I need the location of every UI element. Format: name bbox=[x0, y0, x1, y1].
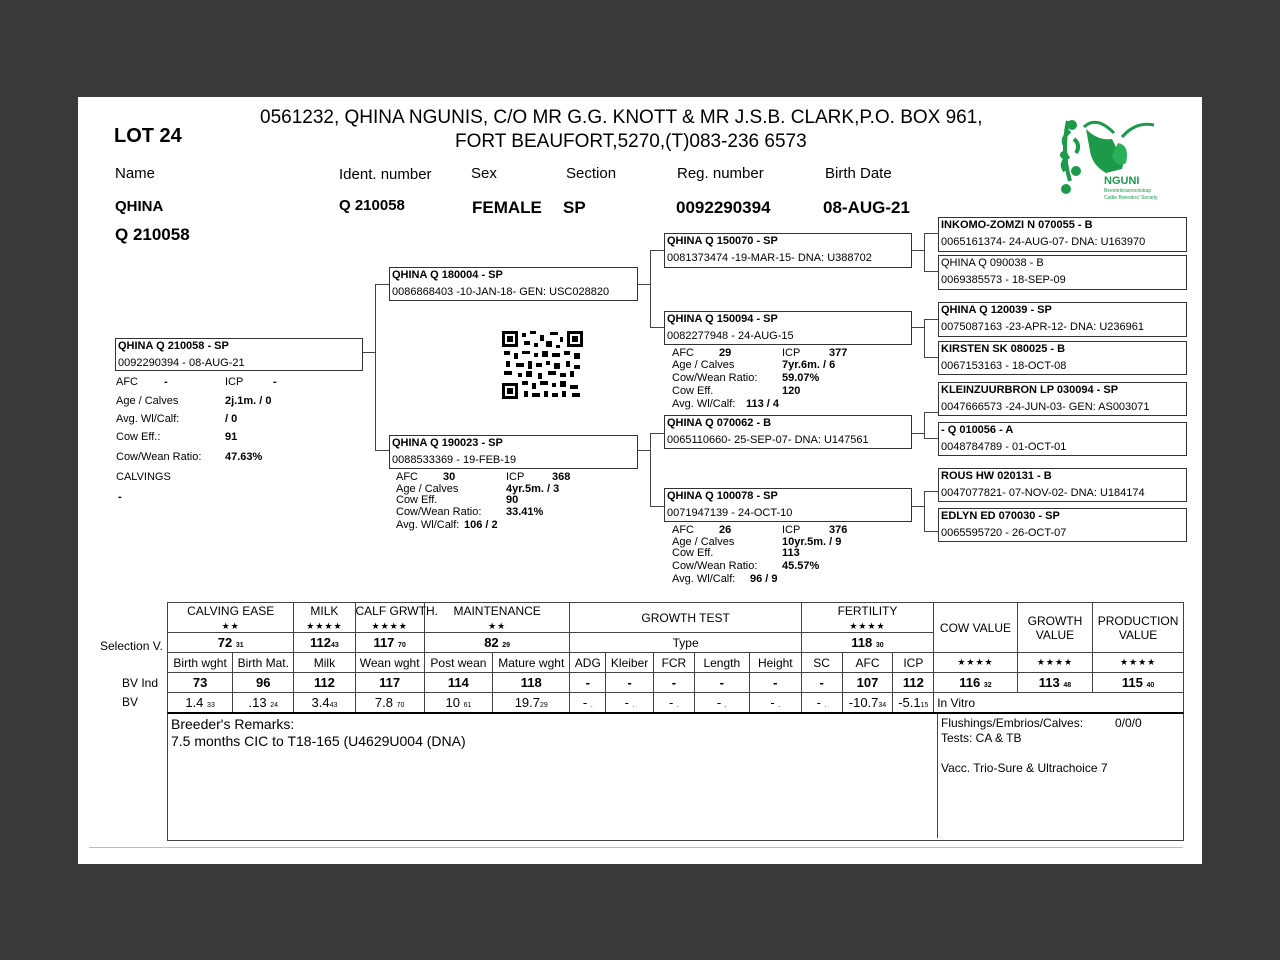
head-label: GROWTH bbox=[1027, 613, 1083, 628]
pedigree-ggp-2 bbox=[938, 255, 1187, 290]
sel-value: 72 bbox=[217, 635, 233, 650]
dam-ratio-value: 33.41% bbox=[506, 506, 544, 518]
label-section: Section bbox=[566, 165, 617, 182]
col-icp: ICP bbox=[893, 653, 934, 673]
stars-icon: ★★★★ bbox=[849, 620, 886, 631]
sel-calf-growth bbox=[355, 633, 424, 653]
bvind-acc: 40 bbox=[1146, 682, 1155, 689]
row-label-bvind: BV Ind bbox=[122, 676, 159, 690]
cow-value-stars-icon: ★★★★ bbox=[934, 653, 1018, 673]
dd-wl-value: 96 / 9 bbox=[750, 573, 778, 585]
dd-eff-label: Cow Eff. bbox=[672, 547, 714, 559]
sd-wl-value: 113 / 4 bbox=[746, 398, 780, 410]
sd-ratio-value: 59.07% bbox=[782, 372, 820, 384]
dam-wl-label: Avg. Wl/Calf: bbox=[396, 519, 460, 531]
bv-cell bbox=[424, 693, 492, 713]
bv-acc: . bbox=[778, 702, 781, 709]
dam-sub: 0088533369 - 19-FEB-19 bbox=[392, 454, 517, 466]
bv-value: 10 bbox=[445, 695, 460, 710]
head-fertility bbox=[801, 603, 933, 633]
subject-eff-value: 91 bbox=[225, 431, 238, 443]
bv-cell bbox=[801, 693, 842, 713]
ggp-sub: 0069385573 - 18-SEP-09 bbox=[941, 274, 1066, 286]
sire-sub: 0086868403 -10-JAN-18- GEN: USC028820 bbox=[392, 286, 610, 298]
sel-acc: 30 bbox=[875, 642, 884, 649]
sel-value: 112 bbox=[310, 635, 332, 650]
bv-value: -5.1 bbox=[898, 695, 921, 710]
head-label: VALUE bbox=[1118, 627, 1158, 642]
breeder-address-line1: 0561232, QHINA NGUNIS, C/O MR G.G. KNOTT & MR J.S.B. CLARK,P.O. BOX 961, bbox=[260, 107, 983, 128]
footer-rule bbox=[89, 847, 1183, 848]
sel-acc: 29 bbox=[502, 642, 511, 649]
subject-afc-label: AFC bbox=[116, 376, 138, 388]
bv-acc: . bbox=[724, 702, 727, 709]
bv-value: - bbox=[716, 695, 722, 710]
bvind-value: 115 bbox=[1121, 675, 1143, 690]
dam-title: QHINA Q 190023 - SP bbox=[392, 437, 503, 449]
ggp-title: INKOMO-ZOMZI N 070055 - B bbox=[941, 219, 1093, 231]
remarks-text: 7.5 months CIC to T18-165 (U4629U004 (DNA) bbox=[171, 733, 466, 749]
ggp-title: KLEINZUURBRON LP 030094 - SP bbox=[941, 384, 1119, 396]
bv-cell bbox=[294, 693, 355, 713]
dd-afc-value: 26 bbox=[719, 524, 732, 536]
head-label: VALUE bbox=[1035, 627, 1075, 642]
bv-acc: 24 bbox=[270, 702, 279, 709]
sire-title: QHINA Q 180004 - SP bbox=[392, 269, 503, 281]
dam-age-value: 4yr.5m. / 3 bbox=[506, 483, 560, 495]
growth-type: Type bbox=[570, 633, 801, 653]
subject-age-label: Age / Calves bbox=[116, 395, 179, 407]
dd-age-label: Age / Calves bbox=[672, 536, 735, 548]
head-label: PRODUCTION bbox=[1097, 613, 1179, 628]
sd-eff-label: Cow Eff. bbox=[672, 385, 714, 397]
subject-wl-label: Avg. Wl/Calf: bbox=[116, 413, 180, 425]
bv-cell bbox=[654, 693, 695, 713]
ggp-title: KIRSTEN SK 080025 - B bbox=[941, 343, 1066, 355]
label-sex: Sex bbox=[471, 165, 497, 182]
sd-ratio-label: Cow/Wean Ratio: bbox=[672, 372, 758, 384]
head-label: CALVING EASE bbox=[187, 603, 275, 618]
remarks-divider bbox=[937, 714, 938, 838]
sd-age-value: 7yr.6m. / 6 bbox=[782, 359, 836, 371]
dam-afc-value: 30 bbox=[443, 471, 456, 483]
head-calving-ease bbox=[168, 603, 294, 633]
ss-title: QHINA Q 150070 - SP bbox=[667, 235, 778, 247]
production-value-stars-icon: ★★★★ bbox=[1093, 653, 1184, 673]
bv-cell bbox=[893, 693, 934, 713]
bvind-acc: 32 bbox=[983, 682, 992, 689]
sd-icp-label: ICP bbox=[782, 347, 801, 359]
bv-value: 3.4 bbox=[311, 695, 330, 710]
sel-value: 82 bbox=[484, 635, 499, 650]
growth-value-stars-icon: ★★★★ bbox=[1017, 653, 1092, 673]
dd-age-value: 10yr.5m. / 9 bbox=[782, 536, 842, 548]
label-name: Name bbox=[115, 165, 156, 182]
sel-acc: 31 bbox=[235, 642, 244, 649]
col-milk: Milk bbox=[294, 653, 355, 673]
bvind-cell: 96 bbox=[233, 673, 294, 693]
sd-title: QHINA Q 150094 - SP bbox=[667, 313, 778, 325]
bv-value: 7.8 bbox=[374, 695, 393, 710]
stars-icon: ★★ bbox=[488, 620, 507, 631]
dam-age-label: Age / Calves bbox=[396, 483, 459, 495]
sd-icp-value: 377 bbox=[829, 347, 848, 359]
animal-birth: 08-AUG-21 bbox=[823, 198, 910, 217]
ggp-title: - Q 010056 - A bbox=[941, 424, 1014, 436]
qr-code bbox=[502, 331, 583, 399]
bvind-value: 113 bbox=[1038, 675, 1060, 690]
bvind-cell: 112 bbox=[294, 673, 355, 693]
col-afc: AFC bbox=[842, 653, 893, 673]
bv-value: - bbox=[816, 695, 822, 710]
bvind-growth-value bbox=[1017, 673, 1092, 693]
bv-acc: 61 bbox=[463, 702, 472, 709]
bvind-cell: - bbox=[801, 673, 842, 693]
sel-value: 117 bbox=[373, 635, 395, 650]
bv-cell bbox=[749, 693, 801, 713]
calvings-value: - bbox=[118, 491, 122, 503]
bv-row bbox=[168, 693, 1184, 713]
animal-reg: 0092290394 bbox=[676, 198, 771, 217]
subject-wl-value: / 0 bbox=[225, 413, 238, 425]
bv-cell bbox=[233, 693, 294, 713]
ggp-title: EDLYN ED 070030 - SP bbox=[941, 510, 1060, 522]
bv-value: - bbox=[624, 695, 629, 710]
bv-value: -10.7 bbox=[848, 695, 879, 710]
head-label: FERTILITY bbox=[837, 603, 898, 618]
bv-acc: 34 bbox=[878, 702, 887, 709]
bv-cell bbox=[493, 693, 570, 713]
stars-icon: ★★★★ bbox=[306, 620, 343, 631]
row-label-bv: BV bbox=[122, 695, 139, 709]
ggp-sub: 0065595720 - 26-OCT-07 bbox=[941, 527, 1067, 539]
dd-ratio-label: Cow/Wean Ratio: bbox=[672, 560, 758, 572]
subject-ratio-label: Cow/Wean Ratio: bbox=[116, 451, 202, 463]
bvind-cell: - bbox=[606, 673, 654, 693]
row-label-selection: Selection V. bbox=[100, 639, 163, 653]
logo-wordmark: NGUNI bbox=[1104, 175, 1140, 187]
col-post-wean: Post wean bbox=[424, 653, 492, 673]
tests-text: Tests: CA & TB bbox=[941, 731, 1022, 745]
sel-acc: 70 bbox=[398, 642, 406, 649]
pedigree-sd-box bbox=[664, 311, 912, 345]
animal-name: QHINA bbox=[115, 198, 164, 215]
nguni-logo bbox=[1056, 111, 1168, 205]
animal-sex: FEMALE bbox=[472, 198, 542, 217]
label-ident: Ident. number bbox=[339, 166, 432, 183]
subject-ratio-value: 47.63% bbox=[225, 451, 263, 463]
animal-section: SP bbox=[563, 198, 586, 217]
head-growth-value bbox=[1017, 603, 1092, 653]
in-vitro: In Vitro bbox=[934, 693, 1184, 713]
col-wean-wght: Wean wght bbox=[355, 653, 424, 673]
flushings-label: Flushings/Embrios/Calves: bbox=[941, 716, 1084, 730]
bv-value: - bbox=[668, 695, 674, 710]
sd-age-label: Age / Calves bbox=[672, 359, 735, 371]
animal-ident: Q 210058 bbox=[339, 197, 405, 214]
ss-sub: 0081373474 -19-MAR-15- DNA: U388702 bbox=[667, 252, 872, 264]
bvind-cell: 112 bbox=[893, 673, 934, 693]
ggp-sub: 0048784789 - 01-OCT-01 bbox=[941, 441, 1067, 453]
bv-value: - bbox=[770, 695, 775, 710]
sel-fertility bbox=[801, 633, 933, 653]
pedigree-dam-box bbox=[389, 435, 638, 469]
pedigree-ss-box bbox=[664, 233, 912, 268]
vaccination-text: Vacc. Trio-Sure & Ultrachoice 7 bbox=[941, 761, 1108, 775]
pedigree-sire-box bbox=[389, 267, 638, 301]
subject-icp-value: - bbox=[273, 376, 277, 388]
col-kleiber: Kleiber bbox=[606, 653, 654, 673]
pedigree-ggp-3 bbox=[938, 302, 1187, 337]
bvind-row bbox=[168, 673, 1184, 693]
ebv-table bbox=[167, 602, 1184, 713]
bvind-production-value bbox=[1093, 673, 1184, 693]
bvind-cell: 117 bbox=[355, 673, 424, 693]
col-mature-wght: Mature wght bbox=[493, 653, 570, 673]
head-label: MAINTENANCE bbox=[453, 603, 541, 618]
flushings-value: 0/0/0 bbox=[1115, 716, 1142, 730]
bvind-cell: 114 bbox=[424, 673, 492, 693]
bvind-acc: 48 bbox=[1063, 682, 1072, 689]
bv-cell bbox=[842, 693, 893, 713]
dd-afc-label: AFC bbox=[672, 524, 694, 536]
sel-acc: 43 bbox=[331, 642, 339, 649]
dam-eff-label: Cow Eff. bbox=[396, 494, 438, 506]
remarks-label: Breeder's Remarks: bbox=[171, 716, 295, 732]
bv-acc: 70 bbox=[396, 702, 405, 709]
sel-calving bbox=[168, 633, 294, 653]
bv-value: 19.7 bbox=[514, 695, 541, 710]
bv-cell bbox=[168, 693, 233, 713]
bv-acc: . bbox=[676, 702, 679, 709]
column-header-row bbox=[168, 653, 1184, 673]
animal-name-2: Q 210058 bbox=[115, 225, 190, 244]
logo-subtitle-2: Cattle Breeders' Society bbox=[1104, 195, 1158, 201]
dd-eff-value: 113 bbox=[782, 547, 800, 559]
remarks-box bbox=[167, 712, 1184, 841]
bv-acc: 15 bbox=[920, 702, 929, 709]
bvind-cell: - bbox=[749, 673, 801, 693]
bv-acc: 33 bbox=[207, 702, 215, 709]
pedigree-subject-box bbox=[115, 338, 363, 371]
subject-age-value: 2j.1m. / 0 bbox=[225, 395, 272, 407]
col-birth-mat: Birth Mat. bbox=[233, 653, 294, 673]
ds-title: QHINA Q 070062 - B bbox=[667, 417, 772, 429]
ggp-title: QHINA Q 090038 - B bbox=[941, 257, 1044, 269]
bv-acc: . bbox=[632, 702, 635, 709]
sd-afc-label: AFC bbox=[672, 347, 694, 359]
dam-afc-label: AFC bbox=[396, 471, 418, 483]
stars-icon: ★★ bbox=[221, 620, 240, 631]
sd-eff-value: 120 bbox=[782, 385, 801, 397]
pedigree-ggp-8 bbox=[938, 508, 1187, 542]
calvings-label: CALVINGS bbox=[116, 471, 171, 483]
dd-wl-label: Avg. Wl/Calf: bbox=[672, 573, 736, 585]
head-label: MILK bbox=[310, 603, 339, 618]
bvind-cell: - bbox=[570, 673, 606, 693]
ggp-title: ROUS HW 020131 - B bbox=[941, 470, 1052, 482]
pedigree-dd-box bbox=[664, 488, 912, 522]
ggp-sub: 0065161374- 24-AUG-07- DNA: U163970 bbox=[941, 236, 1146, 248]
bvind-cell: 107 bbox=[842, 673, 893, 693]
bv-acc: . bbox=[824, 702, 827, 709]
subject-eff-label: Cow Eff.: bbox=[116, 431, 161, 443]
dam-icp-value: 368 bbox=[552, 471, 571, 483]
col-sc: SC bbox=[801, 653, 842, 673]
head-maintenance bbox=[424, 603, 570, 633]
bv-acc: 43 bbox=[329, 702, 338, 709]
bv-value: .13 bbox=[248, 695, 267, 710]
ds-sub: 0065110660- 25-SEP-07- DNA: U147561 bbox=[667, 434, 869, 446]
dam-icp-label: ICP bbox=[506, 471, 525, 483]
bvind-cell: - bbox=[654, 673, 695, 693]
pedigree-ggp-6 bbox=[938, 422, 1187, 456]
bv-cell bbox=[355, 693, 424, 713]
stars-icon: ★★★★ bbox=[371, 620, 408, 631]
head-growth-test: GROWTH TEST bbox=[570, 603, 801, 633]
sel-value: 118 bbox=[851, 635, 873, 650]
head-milk bbox=[294, 603, 355, 633]
dd-title: QHINA Q 100078 - SP bbox=[667, 490, 778, 502]
bvind-value: 116 bbox=[959, 675, 981, 690]
dd-icp-label: ICP bbox=[782, 524, 801, 536]
bv-cell bbox=[570, 693, 606, 713]
bv-acc: 29 bbox=[540, 702, 548, 709]
pedigree-ggp-4 bbox=[938, 341, 1187, 375]
lot-number: LOT 24 bbox=[114, 125, 182, 147]
subject-afc-value: - bbox=[164, 376, 168, 388]
sd-wl-label: Avg. Wl/Calf: bbox=[672, 398, 736, 410]
subject-sub: 0092290394 - 08-AUG-21 bbox=[118, 357, 245, 369]
col-length: Length bbox=[694, 653, 749, 673]
ggp-title: QHINA Q 120039 - SP bbox=[941, 304, 1052, 316]
ggp-sub: 0067153163 - 18-OCT-08 bbox=[941, 360, 1067, 372]
ggp-sub: 0047666573 -24-JUN-03- GEN: AS003071 bbox=[941, 401, 1150, 413]
pedigree-ggp-5 bbox=[938, 382, 1187, 416]
col-birth-wght: Birth wght bbox=[168, 653, 233, 673]
pedigree-ggp-1 bbox=[938, 217, 1187, 252]
bv-cell bbox=[606, 693, 654, 713]
head-production-value bbox=[1093, 603, 1184, 653]
bvind-cow-value bbox=[934, 673, 1018, 693]
col-adg: ADG bbox=[570, 653, 606, 673]
sel-maintenance bbox=[424, 633, 570, 653]
dam-ratio-label: Cow/Wean Ratio: bbox=[396, 506, 482, 518]
dam-eff-value: 90 bbox=[506, 494, 519, 506]
lot-sheet bbox=[78, 97, 1202, 864]
head-calf-growth bbox=[355, 603, 438, 633]
bvind-cell: 73 bbox=[168, 673, 233, 693]
sd-sub: 0082277948 - 24-AUG-15 bbox=[667, 330, 794, 342]
dam-wl-value: 106 / 2 bbox=[464, 519, 498, 531]
subject-icp-label: ICP bbox=[225, 376, 244, 388]
bvind-cell: - bbox=[694, 673, 749, 693]
pedigree-ds-box bbox=[664, 415, 912, 449]
ggp-sub: 0047077821- 07-NOV-02- DNA: U184174 bbox=[941, 487, 1145, 499]
dd-ratio-value: 45.57% bbox=[782, 560, 820, 572]
label-reg: Reg. number bbox=[677, 165, 764, 182]
sel-milk bbox=[294, 633, 355, 653]
logo-subtitle-1: Beesteleraenootskap bbox=[1104, 188, 1151, 194]
bv-value: - bbox=[582, 695, 588, 710]
pedigree-ggp-7 bbox=[938, 468, 1187, 502]
head-cow-value: COW VALUE bbox=[934, 603, 1018, 653]
bv-acc: . bbox=[590, 702, 593, 709]
head-label: CALF GRWTH. bbox=[355, 603, 438, 618]
label-birth: Birth Date bbox=[825, 165, 892, 182]
bvind-cell: 118 bbox=[493, 673, 570, 693]
dd-icp-value: 376 bbox=[829, 524, 848, 536]
ggp-sub: 0075087163 -23-APR-12- DNA: U236961 bbox=[941, 321, 1145, 333]
breeder-address-line2: FORT BEAUFORT,5270,(T)083-236 6573 bbox=[455, 131, 807, 152]
bv-cell bbox=[694, 693, 749, 713]
bv-value: 1.4 bbox=[185, 695, 204, 710]
subject-title: QHINA Q 210058 - SP bbox=[118, 340, 229, 352]
col-height: Height bbox=[749, 653, 801, 673]
sd-afc-value: 29 bbox=[719, 347, 732, 359]
col-fcr: FCR bbox=[654, 653, 695, 673]
dd-sub: 0071947139 - 24-OCT-10 bbox=[667, 507, 793, 519]
